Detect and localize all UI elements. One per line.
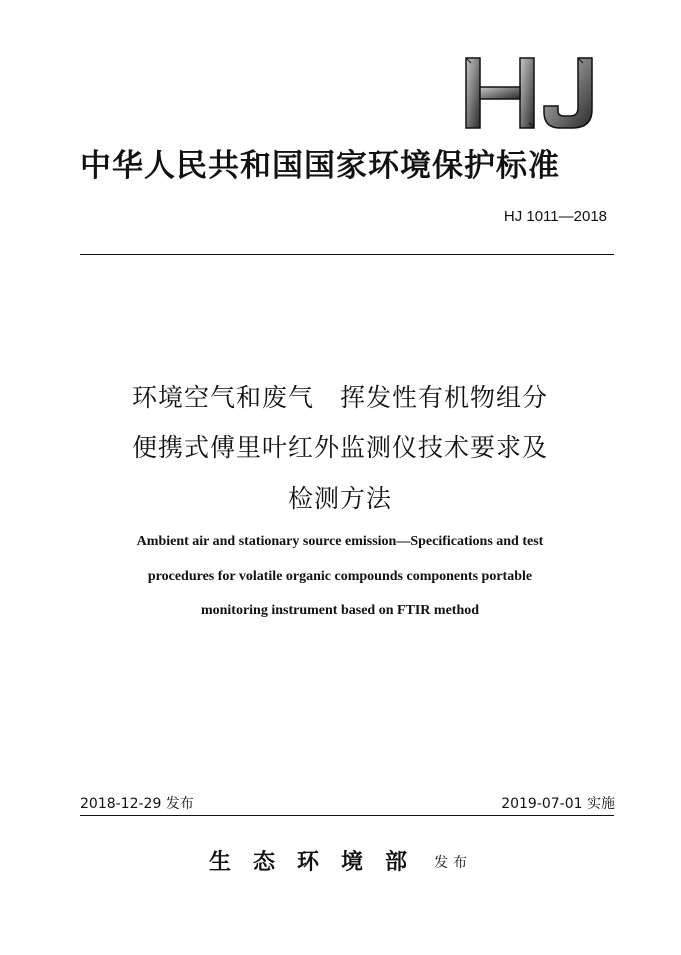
publisher-line xyxy=(0,845,681,876)
standard-category-title: 中华人民共和国国家环境保护标准 xyxy=(80,148,560,184)
hj-logo-graphic xyxy=(460,56,600,130)
english-title-line-1: Ambient air and stationary source emission—Specifications and test xyxy=(136,534,544,549)
issue-date: 2018-12-29 发布 xyxy=(80,796,194,812)
hj-logo xyxy=(460,56,600,130)
implementation-date: 2019-07-01 实施 xyxy=(501,796,615,812)
chinese-title-line-3: 检测方法 xyxy=(287,484,392,513)
publisher-ministry: 生态环境部 xyxy=(208,849,429,875)
chinese-title-line-2: 便携式傅里叶红外监测仪技术要求及 xyxy=(131,433,548,462)
hj-logo-letter-h xyxy=(466,58,534,128)
english-title-line-3: monitoring instrument based on FTIR method xyxy=(200,603,480,618)
hj-logo-letter-j xyxy=(544,58,592,128)
standard-number: HJ 1011—2018 xyxy=(503,208,607,225)
chinese-title-line-1: 环境空气和废气 挥发性有机物组分 xyxy=(131,383,548,412)
english-title-line-2: procedures for volatile organic compounds components portable xyxy=(147,569,533,584)
publisher-action: 发布 xyxy=(434,855,473,871)
header-divider xyxy=(80,254,614,255)
footer-divider xyxy=(80,815,614,816)
